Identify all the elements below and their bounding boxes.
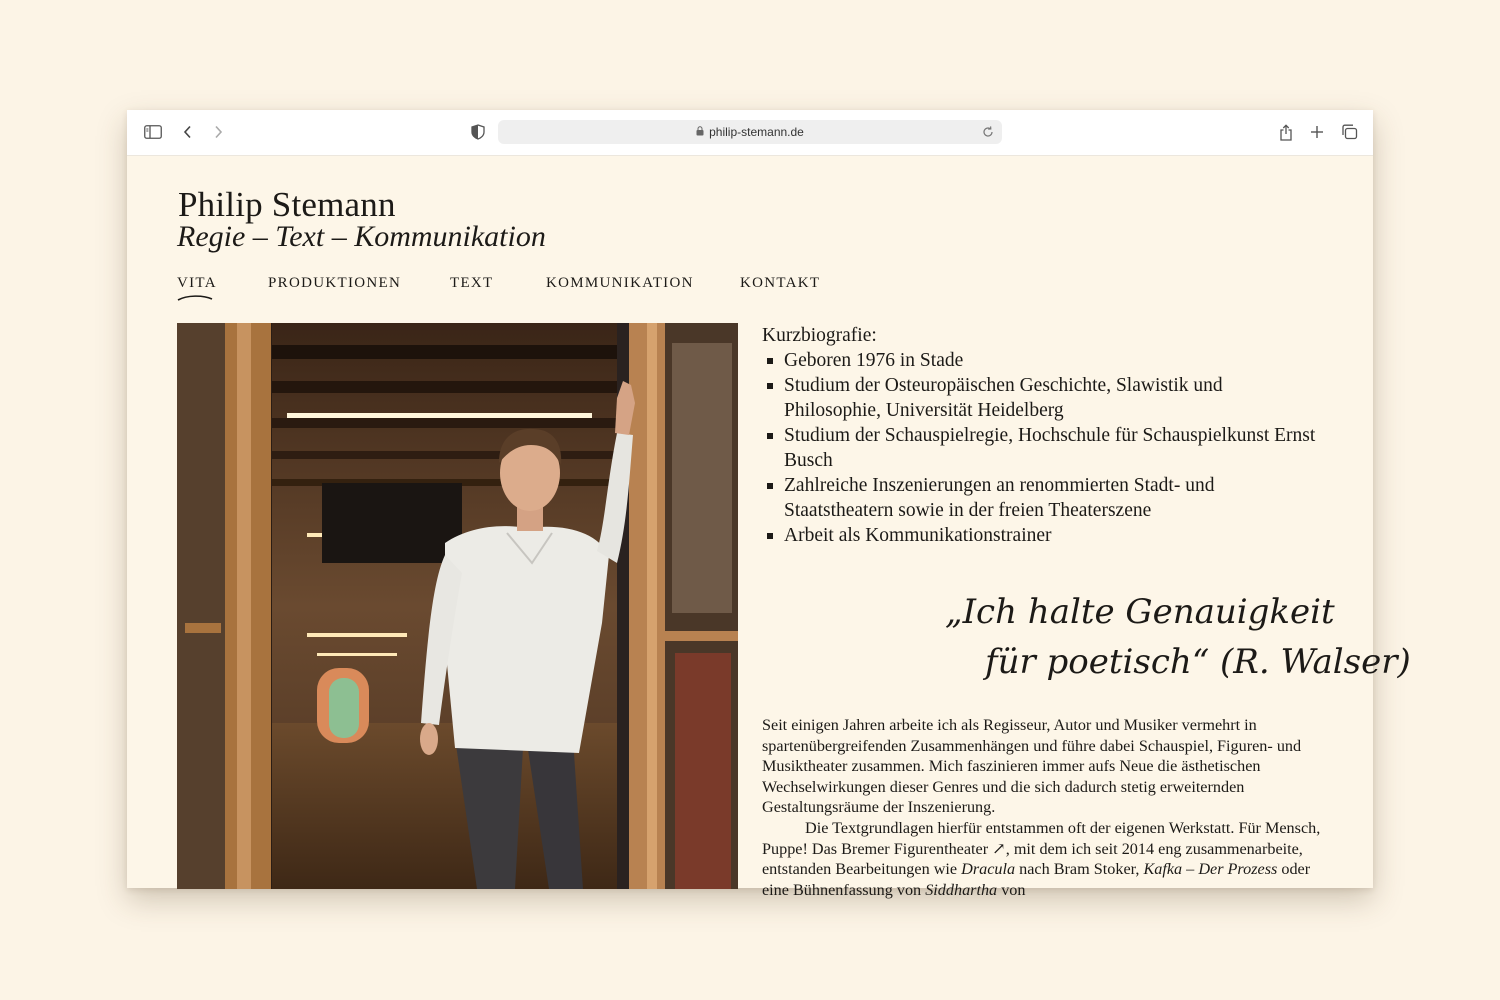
handwritten-quote: [937, 585, 1411, 690]
back-icon[interactable]: [178, 122, 198, 142]
nav-item-text[interactable]: TEXT: [450, 275, 494, 291]
share-icon[interactable]: [1276, 122, 1296, 142]
active-underline-icon: [177, 293, 213, 303]
browser-toolbar: [127, 110, 1373, 156]
forward-icon[interactable]: [208, 122, 228, 142]
bio-list: [762, 348, 1322, 548]
bio-item: Zahlreiche Inszenierungen an renommierten Stadt- und Staatstheatern sowie in der freien Theaterszene: [762, 473, 1322, 523]
bio-item: Geboren 1976 in Stade: [762, 348, 1322, 373]
bio-heading: Kurzbiografie:: [762, 325, 877, 346]
sidebar-toggle-icon[interactable]: [143, 122, 163, 142]
lock-icon: [696, 125, 704, 139]
privacy-shield-icon[interactable]: [468, 122, 488, 142]
paragraph-1: Seit einigen Jahren arbeite ich als Regisseur, Autor und Musiker vermehrt in spartenübergreifenden Zusammenhängen und führe dabei Schauspiel, Figuren- und Musiktheater zusammen. Mich faszinieren immer aufs Neue die ästhetischen Wechselwirkungen dieser Genres und die sich dadurch stetig erweiternden Gestaltungsräume der Inszenierung.: [762, 716, 1302, 817]
browser-window: [127, 110, 1411, 899]
portrait-photo: [177, 323, 738, 889]
address-bar[interactable]: [498, 120, 1002, 144]
reload-icon[interactable]: [980, 124, 996, 140]
site-subtitle: Regie – Text – Kommunikation: [177, 220, 546, 253]
page-content: [127, 155, 1411, 899]
paragraph-2: Die Textgrundlagen hierfür entstammen oft der eigenen Werkstatt. Für Mensch, Puppe! Das Bremer Figurentheater ↗, mit dem ich seit 2014 eng zusammenarbeite, entstanden Bearbeitungen wie Dracula nach Bram Stoker, Kafka – Der Prozess oder eine Bühnenfassung von Siddhartha von: [762, 818, 1321, 899]
quote-line-2: für poetisch“ (R. Walser): [985, 642, 1411, 682]
bio-item: Studium der Osteuropäischen Geschichte, Slawistik und Philosophie, Universität Heidelberg: [762, 373, 1322, 423]
intro-text: [762, 715, 1322, 900]
tab-overview-icon[interactable]: [1339, 122, 1359, 142]
new-tab-icon[interactable]: [1307, 122, 1327, 142]
site-title[interactable]: Philip Stemann: [178, 185, 396, 224]
bio-item: Studium der Schauspielregie, Hochschule für Schauspielkunst Ernst Busch: [762, 423, 1322, 473]
nav-item-vita[interactable]: VITA: [177, 275, 217, 292]
short-bio: [762, 323, 1322, 548]
figurentheater-link[interactable]: Für Mensch, Puppe! Das Bremer Figurentheater ↗: [762, 818, 1321, 858]
nav-item-kommunikation[interactable]: KOMMUNIKATION: [546, 275, 694, 291]
quote-line-1: „Ich halte Genauigkeit: [945, 592, 1335, 632]
url-text: philip-stemann.de: [709, 125, 804, 139]
bio-item: Arbeit als Kommunikationstrainer: [762, 523, 1322, 548]
nav-item-produktionen[interactable]: PRODUKTIONEN: [268, 275, 402, 291]
nav-item-kontakt[interactable]: KONTAKT: [740, 275, 821, 291]
